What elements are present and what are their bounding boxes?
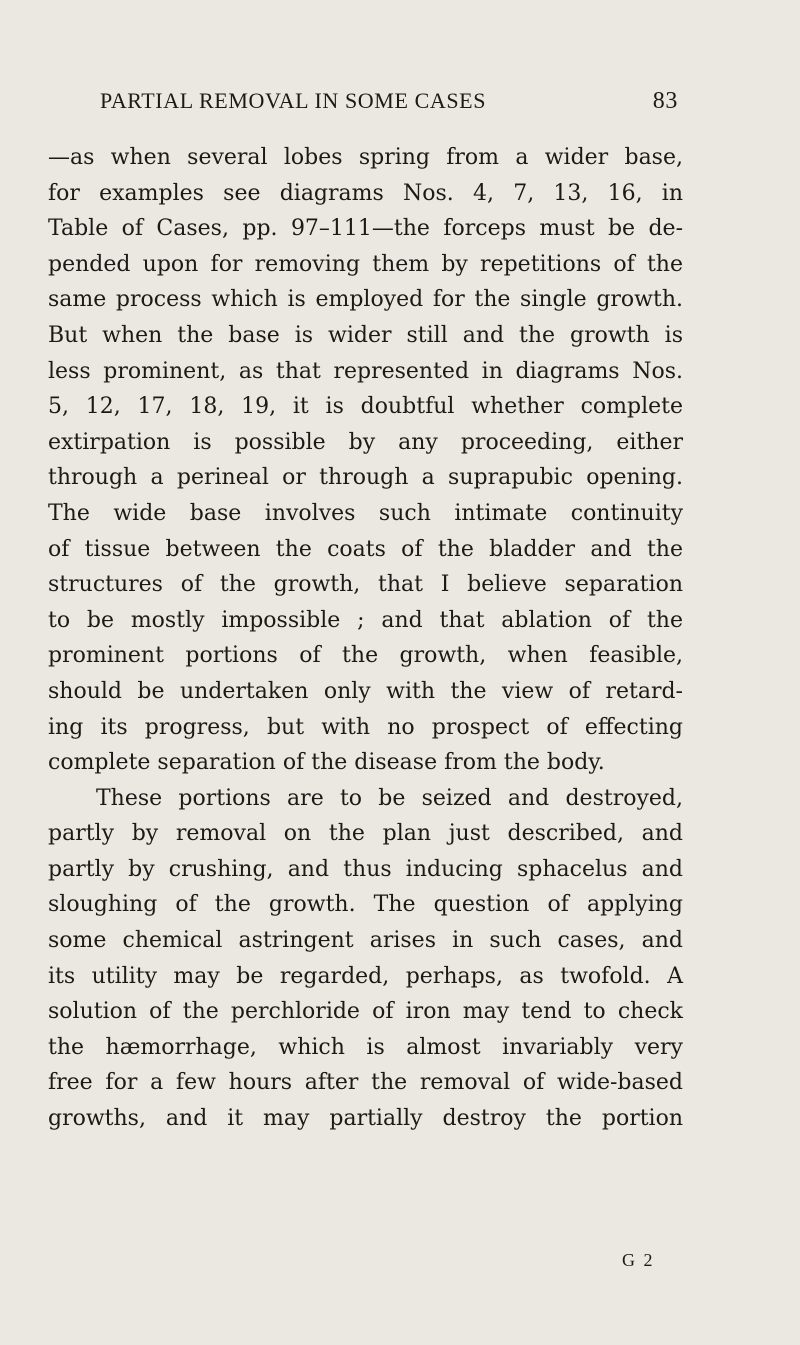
text-line: same process which is employed for the single growth. — [48, 287, 683, 313]
text-line: pended upon for removing them by repetitions of the — [48, 251, 683, 277]
text-line: But when the base is wider still and the growth is — [48, 322, 683, 348]
text-line: 5, 12, 17, 18, 19, it is doubtful whether complete — [48, 394, 683, 420]
text-line: extirpation is possible by any proceeding, either — [48, 429, 683, 455]
text-line: partly by removal on the plan just described, and — [48, 821, 683, 847]
page-number: 83 — [652, 88, 678, 114]
text-line: through a perineal or through a suprapubic opening. — [48, 465, 683, 491]
text-line: some chemical astringent arises in such cases, and — [48, 928, 683, 954]
text-line: the hæmorrhage, which is almost invariably very — [48, 1034, 683, 1060]
text-line: complete separation of the disease from the body. — [48, 750, 605, 776]
running-title: PARTIAL REMOVAL IN SOME CASES — [100, 88, 487, 113]
running-head — [48, 88, 678, 118]
text-line: prominent portions of the growth, when feasible, — [48, 643, 683, 669]
text-line: growths, and it may partially destroy the portion — [48, 1106, 683, 1132]
text-line: sloughing of the growth. The question of applying — [48, 892, 683, 918]
text-line: less prominent, as that represented in diagrams Nos. — [48, 358, 683, 384]
text-line: solution of the perchloride of iron may tend to check — [48, 999, 683, 1025]
text-line: to be mostly impossible ; and that ablation of the — [48, 607, 683, 633]
text-line: should be undertaken only with the view of retard- — [48, 678, 683, 704]
text-line: free for a few hours after the removal of wide-based — [48, 1070, 683, 1096]
text-line: its utility may be regarded, perhaps, as twofold. A — [48, 963, 683, 989]
text-line: for examples see diagrams Nos. 4, 7, 13, 16, in — [48, 180, 683, 206]
text-line: ing its progress, but with no prospect of effecting — [48, 714, 683, 740]
text-line: The wide base involves such intimate continuity — [48, 500, 683, 526]
body-text — [48, 140, 683, 1137]
text-line: Table of Cases, pp. 97–111—the forceps must be de- — [48, 216, 683, 242]
text-line: structures of the growth, that I believe separation — [48, 572, 683, 598]
signature-mark: G 2 — [622, 1250, 655, 1270]
text-line: partly by crushing, and thus inducing sphacelus and — [48, 856, 683, 882]
text-line: These portions are to be seized and destroyed, — [96, 785, 683, 811]
text-line: —as when several lobes spring from a wider base, — [48, 145, 683, 170]
text-line: of tissue between the coats of the bladder and the — [48, 536, 683, 562]
